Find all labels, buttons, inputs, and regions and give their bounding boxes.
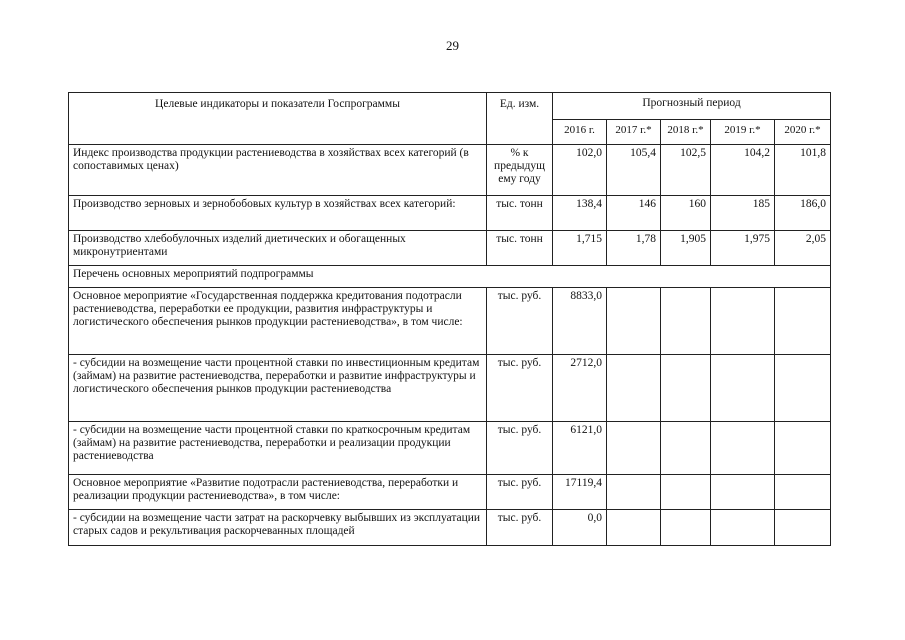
section-row <box>69 266 831 288</box>
activity-value <box>607 422 661 475</box>
indicator-value: 185 <box>711 196 775 231</box>
indicator-value: 138,4 <box>553 196 607 231</box>
indicator-value: 186,0 <box>775 196 831 231</box>
table-row <box>69 196 831 231</box>
activity-value: 17119,4 <box>553 475 607 510</box>
activity-value: 0,0 <box>553 510 607 546</box>
activity-name: Основное мероприятие «Развитие подотрасли растениеводства, переработки и реализации продукции растениеводства», в том числе: <box>69 475 487 510</box>
indicator-value: 1,78 <box>607 231 661 266</box>
header-forecast-period: Прогнозный период <box>553 93 831 120</box>
indicator-value: 104,2 <box>711 145 775 196</box>
activity-value <box>775 510 831 546</box>
activity-value <box>775 475 831 510</box>
indicator-value: 1,975 <box>711 231 775 266</box>
indicator-value: 102,5 <box>661 145 711 196</box>
activity-unit: тыс. руб. <box>487 475 553 510</box>
activity-value <box>711 288 775 355</box>
header-year: 2020 г.* <box>775 120 831 145</box>
indicator-name: Производство зерновых и зернобобовых культур в хозяйствах всех категорий: <box>69 196 487 231</box>
header-year: 2018 г.* <box>661 120 711 145</box>
header-indicator: Целевые индикаторы и показатели Госпрограммы <box>69 93 487 145</box>
indicator-value: 101,8 <box>775 145 831 196</box>
table-row <box>69 355 831 422</box>
activity-value <box>775 422 831 475</box>
indicator-value: 1,905 <box>661 231 711 266</box>
table-row <box>69 422 831 475</box>
activity-unit: тыс. руб. <box>487 288 553 355</box>
activity-value <box>661 288 711 355</box>
activity-value <box>607 288 661 355</box>
activity-value <box>607 510 661 546</box>
section-title: Перечень основных мероприятий подпрограммы <box>69 266 831 288</box>
header-year: 2017 г.* <box>607 120 661 145</box>
table-row <box>69 288 831 355</box>
indicator-name: Индекс производства продукции растениеводства в хозяйствах всех категорий (в сопоставимых ценах) <box>69 145 487 196</box>
page-number: 29 <box>446 38 459 53</box>
activity-value <box>711 510 775 546</box>
activity-value <box>711 422 775 475</box>
table-row <box>69 475 831 510</box>
activity-value <box>607 355 661 422</box>
table-row <box>69 231 831 266</box>
indicator-unit: тыс. тонн <box>487 196 553 231</box>
indicator-unit: % к предыдущ ему году <box>487 145 553 196</box>
activity-value <box>607 475 661 510</box>
activity-value <box>661 355 711 422</box>
indicator-name: Производство хлебобулочных изделий диетических и обогащенных микронутриентами <box>69 231 487 266</box>
activity-value: 8833,0 <box>553 288 607 355</box>
indicator-value: 160 <box>661 196 711 231</box>
activity-value <box>661 422 711 475</box>
activity-name: - субсидии на возмещение части затрат на раскорчевку выбывших из эксплуатации старых садов и рекультивация раскорчеванных площадей <box>69 510 487 546</box>
activity-value <box>661 475 711 510</box>
activity-unit: тыс. руб. <box>487 510 553 546</box>
activity-value <box>711 355 775 422</box>
activity-value: 6121,0 <box>553 422 607 475</box>
activity-value <box>775 288 831 355</box>
activity-unit: тыс. руб. <box>487 355 553 422</box>
table-row <box>69 145 831 196</box>
header-year: 2016 г. <box>553 120 607 145</box>
activity-name: - субсидии на возмещение части процентной ставки по инвестиционным кредитам (займам) на развитие растениеводства, переработки и развитие инфраструктуры и логистического обеспечения рынков продукции растениеводства <box>69 355 487 422</box>
activity-value <box>775 355 831 422</box>
indicator-value: 102,0 <box>553 145 607 196</box>
activity-name: Основное мероприятие «Государственная поддержка кредитования подотрасли растениеводства, переработки ее продукции, развития инфраструктуры и логистического обеспечения рынков продукции растениеводства», в том числе: <box>69 288 487 355</box>
table-row <box>69 510 831 546</box>
indicator-value: 105,4 <box>607 145 661 196</box>
table-header-row <box>69 93 831 120</box>
indicator-value: 146 <box>607 196 661 231</box>
indicator-value: 1,715 <box>553 231 607 266</box>
header-year: 2019 г.* <box>711 120 775 145</box>
activity-name: - субсидии на возмещение части процентной ставки по краткосрочным кредитам (займам) на развитие растениеводства, переработки и реализации продукции растениеводства <box>69 422 487 475</box>
header-unit: Ед. изм. <box>487 93 553 145</box>
indicator-unit: тыс. тонн <box>487 231 553 266</box>
activity-value <box>711 475 775 510</box>
indicators-table <box>68 92 831 546</box>
activity-unit: тыс. руб. <box>487 422 553 475</box>
indicator-value: 2,05 <box>775 231 831 266</box>
activity-value: 2712,0 <box>553 355 607 422</box>
activity-value <box>661 510 711 546</box>
